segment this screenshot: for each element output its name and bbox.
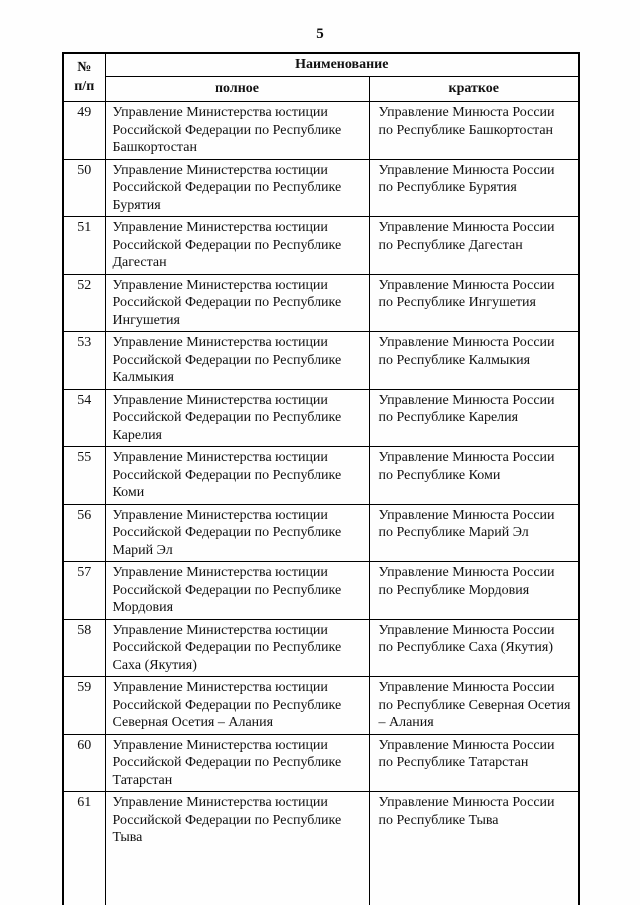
full-name-cell: Управление Министерства юстиции Российской Федерации по Республике Карелия <box>105 389 369 447</box>
table-row <box>63 677 579 735</box>
table-row <box>63 792 579 905</box>
table-row <box>63 447 579 505</box>
short-name-cell: Управление Минюста России по Республике Дагестан <box>369 217 579 275</box>
table-row <box>63 332 579 390</box>
short-name-cell: Управление Минюста России по Республике Коми <box>369 447 579 505</box>
short-name-cell: Управление Минюста России по Республике Татарстан <box>369 734 579 792</box>
column-header-full: полное <box>105 77 369 102</box>
table-row <box>63 504 579 562</box>
row-number: 56 <box>63 504 105 562</box>
short-name-cell: Управление Минюста России по Республике Карелия <box>369 389 579 447</box>
row-number: 60 <box>63 734 105 792</box>
number-header-line1: № <box>77 59 92 75</box>
full-name-cell: Управление Министерства юстиции Российской Федерации по Республике Коми <box>105 447 369 505</box>
full-name-cell: Управление Министерства юстиции Российской Федерации по Республике Северная Осетия – Алания <box>105 677 369 735</box>
full-name-cell: Управление Министерства юстиции Российской Федерации по Республике Калмыкия <box>105 332 369 390</box>
table-row <box>63 562 579 620</box>
full-name-cell: Управление Министерства юстиции Российской Федерации по Республике Саха (Якутия) <box>105 619 369 677</box>
short-name-cell: Управление Минюста России по Республике Марий Эл <box>369 504 579 562</box>
header-row-sub <box>63 77 579 102</box>
table-row <box>63 734 579 792</box>
table-row <box>63 102 579 160</box>
table-row <box>63 389 579 447</box>
short-name-cell: Управление Минюста России по Республике Северная Осетия – Алания <box>369 677 579 735</box>
short-name-cell: Управление Минюста России по Республике Башкортостан <box>369 102 579 160</box>
header-row-group <box>63 53 579 77</box>
short-name-cell: Управление Минюста России по Республике Калмыкия <box>369 332 579 390</box>
column-header-number <box>63 53 105 102</box>
short-name-cell: Управление Минюста России по Республике Тыва <box>369 792 579 905</box>
full-name-cell: Управление Министерства юстиции Российской Федерации по Республике Дагестан <box>105 217 369 275</box>
column-header-name-group: Наименование <box>105 53 579 77</box>
full-name-cell: Управление Министерства юстиции Российской Федерации по Республике Ингушетия <box>105 274 369 332</box>
row-number: 57 <box>63 562 105 620</box>
full-name-cell: Управление Министерства юстиции Российской Федерации по Республике Тыва <box>105 792 369 905</box>
full-name-cell: Управление Министерства юстиции Российской Федерации по Республике Башкортостан <box>105 102 369 160</box>
table-body <box>63 102 579 905</box>
row-number: 58 <box>63 619 105 677</box>
short-name-cell: Управление Минюста России по Республике Ингушетия <box>369 274 579 332</box>
row-number: 52 <box>63 274 105 332</box>
full-name-cell: Управление Министерства юстиции Российской Федерации по Республике Марий Эл <box>105 504 369 562</box>
row-number: 61 <box>63 792 105 905</box>
row-number: 49 <box>63 102 105 160</box>
row-number: 59 <box>63 677 105 735</box>
page-number: 5 <box>316 26 324 42</box>
short-name-cell: Управление Минюста России по Республике Мордовия <box>369 562 579 620</box>
row-number: 55 <box>63 447 105 505</box>
table-row <box>63 217 579 275</box>
short-name-cell: Управление Минюста России по Республике Бурятия <box>369 159 579 217</box>
full-name-cell: Управление Министерства юстиции Российской Федерации по Республике Бурятия <box>105 159 369 217</box>
number-header-line2: п/п <box>74 78 95 94</box>
short-name-cell: Управление Минюста России по Республике Саха (Якутия) <box>369 619 579 677</box>
table-row <box>63 274 579 332</box>
table-header <box>63 53 579 102</box>
table-row <box>63 619 579 677</box>
row-number: 53 <box>63 332 105 390</box>
departments-table <box>62 52 580 905</box>
row-number: 50 <box>63 159 105 217</box>
column-header-short: краткое <box>369 77 579 102</box>
row-number: 54 <box>63 389 105 447</box>
full-name-cell: Управление Министерства юстиции Российской Федерации по Республике Татарстан <box>105 734 369 792</box>
full-name-cell: Управление Министерства юстиции Российской Федерации по Республике Мордовия <box>105 562 369 620</box>
table-row <box>63 159 579 217</box>
row-number: 51 <box>63 217 105 275</box>
